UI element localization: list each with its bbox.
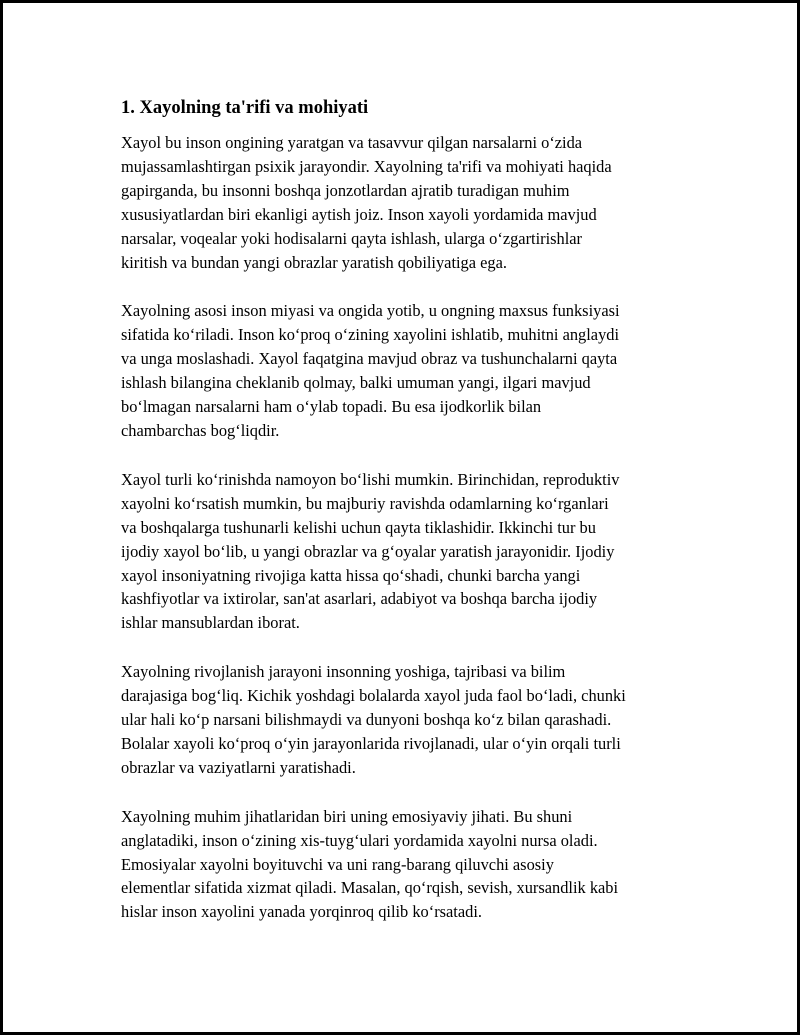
paragraph-3: Xayol turli ko‘rinishda namoyon bo‘lishi mumkin. Birinchidan, reproduktiv xayolni ko‘rsatish mumkin, bu majburiy ravishda odamlarning ko‘rganlari va boshqalarga tushunarli kelishi uchun qayta tiklashidir. Ikkinchi tur bu ijodiy xayol bo‘lib, u yangi obrazlar va g‘oyalar yaratish jarayonidir. Ijodiy xayol insoniyatning rivojiga katta hissa qo‘shadi, chunki barcha yangi kashfiyotlar va ixtirolar, san'at asarlari, adabiyot va boshqa barcha ijodiy ishlar mansublardan iborat.: [121, 469, 620, 633]
paragraph-1: Xayol bu inson ongining yaratgan va tasavvur qilgan narsalarni o‘zida mujassamlashtirgan psixik jarayondir. Xayolning ta'rifi va mohiyati haqida gapirganda, bu insonni boshqa jonzotlardan ajratib turadigan muhim xususiyatlardan biri ekanligi aytish joiz. Inson xayoli yordamida mavjud narsalar, voqealar yoki hodisalarni qayta ishlash, ularga o‘zgartirishlar kiritish va bundan yangi obrazlar yaratish qobiliyatiga ega.: [121, 133, 612, 272]
document-body: [121, 95, 681, 924]
section-heading: 1. Xayolning ta'rifi va mohiyati: [121, 98, 369, 118]
paragraph-2: Xayolning asosi inson miyasi va ongida yotib, u ongning maxsus funksiyasi sifatida ko‘riladi. Inson ko‘proq o‘zining xayolini ishlatib, muhitni anglaydi va unga moslashadi. Xayol faqatgina mavjud obraz va tushunchalarni qayta ishlash bilangina cheklanib qolmay, balki umuman yangi, ilgari mavjud bo‘lmagan narsalarni ham o‘ylab topadi. Bu esa ijodkorlik bilan chambarchas bog‘liqdir.: [121, 301, 620, 440]
paragraph-5: Xayolning muhim jihatlaridan biri uning emosiyaviy jihati. Bu shuni anglatadiki, inson o‘zining xis-tuyg‘ulari yordamida xayolni nursa oladi. Emosiyalar xayolni boyituvchi va uni rang-barang qiluvchi asosiy elementlar sifatida xizmat qiladi. Masalan, qo‘rqish, sevish, xursandlik kabi hislar inson xayolini yanada yorqinroq qilib ko‘rsatadi.: [121, 806, 619, 922]
paragraph-4: Xayolning rivojlanish jarayoni insonning yoshiga, tajribasi va bilim darajasiga bog‘liq. Kichik yoshdagi bolalarda xayol juda faol bo‘ladi, chunki ular hali ko‘p narsani bilishmaydi va dunyoni boshqa ko‘z bilan qarashadi. Bolalar xayoli ko‘proq o‘yin jarayonlarida rivojlanadi, ular o‘yin orqali turli obrazlar va vaziyatlarni yaratishadi.: [121, 662, 626, 777]
